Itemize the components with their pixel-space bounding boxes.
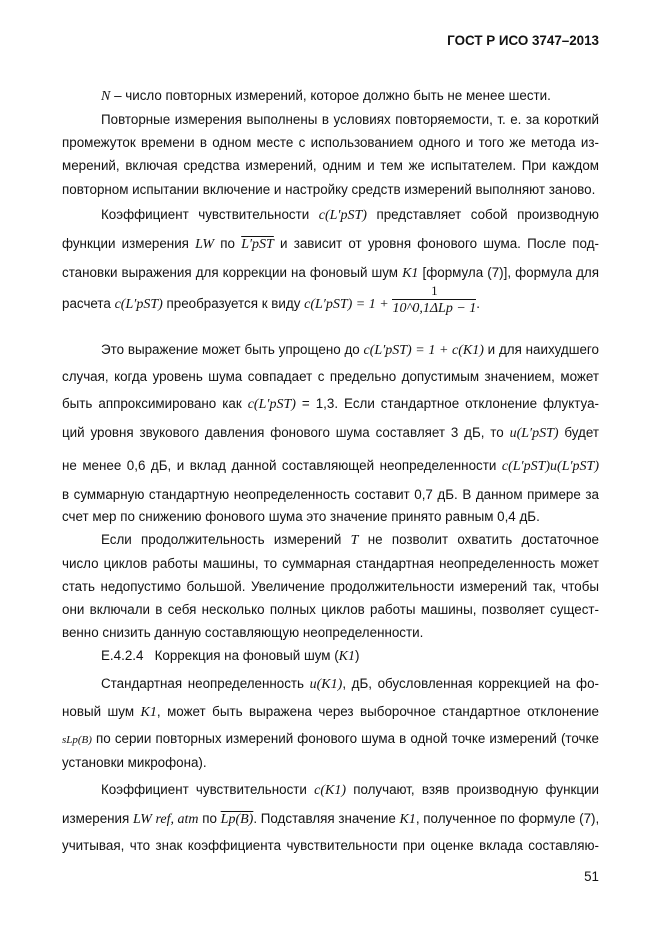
paragraph-line: венно снизить данную составляющую неопределенности.	[62, 625, 424, 640]
formula: sLp(B)	[62, 734, 92, 746]
paragraph-line: установки микрофона).	[62, 755, 207, 770]
paragraph-line: измерения LW ref, atm по Lp(B). Подставляя значение K1, полученное по формуле (7),	[62, 811, 600, 827]
formula: c(L′pST)	[318, 208, 367, 223]
formula: LW ref, atm	[133, 812, 199, 827]
paragraph-line: случая, когда уровень шума совпадает с предельно допустимым значением, может	[62, 369, 599, 384]
formula: c(L′pST)u(L′pST)	[501, 459, 599, 474]
paragraph-line: Коэффициент чувствительности c(L′pST) представляет собой производную	[101, 207, 599, 223]
formula: K1	[402, 266, 419, 281]
formula: c(L′pST)	[247, 397, 296, 412]
paragraph-line: Стандартная неопределенность u(K1), дБ, обусловленная коррекцией на фо-	[101, 676, 599, 692]
paragraph-line: счет мер по снижению фонового шума это значение принято равным 0,4 дБ.	[62, 509, 540, 524]
formula: LW	[195, 237, 215, 252]
formula: L′pST	[241, 237, 274, 252]
page-number: 51	[584, 869, 599, 884]
paragraph-line: функции измерения LW по L′pST и зависит от уровня фонового шума. После под-	[62, 236, 599, 252]
paragraph-line: Это выражение может быть упрощено до c(L′pST) = 1 + c(K1) и для наихудшего	[101, 342, 599, 358]
formula: c(L′pST) = 1 + c(K1)	[363, 343, 484, 358]
standard-designation: ГОСТ Р ИСО 3747–2013	[447, 33, 599, 48]
paragraph-line: Коэффициент чувствительности c(K1) получают, взяв производную функции	[101, 782, 599, 798]
formula: c(L′pST) = 1 +	[304, 297, 389, 313]
paragraph-line: они включали в себя несколько полных циклов работы машины, позволяет сущест-	[62, 602, 599, 617]
paragraph-line: Повторные измерения выполнены в условиях повторяемости, т. е. за короткий	[101, 112, 599, 127]
formula: K1	[399, 812, 416, 827]
formula: u(L′pST)	[509, 426, 559, 441]
formula: K1	[140, 705, 157, 720]
paragraph-line: в суммарную стандартную неопределенность составит 0,7 дБ. В данном примере за	[62, 487, 599, 502]
paragraph-line: становки выражения для коррекции на фоновый шум K1 [формула (7)], формула для	[62, 265, 599, 281]
formula: c(K1)	[314, 783, 346, 798]
paragraph-line: учитывая, что знак коэффициента чувствительности при оценке вклада составляю-	[62, 838, 599, 853]
paragraph-line: стать недопустимо большой. Увеличение продолжительности измерений так, чтобы	[62, 579, 599, 594]
fraction: $\frac{1}{\text{10\textasciicircum{}0,1ΔLp − 1}}$	[392, 283, 477, 316]
paragraph-line: N – число повторных измерений, которое должно быть не менее шести.	[101, 88, 551, 104]
formula: K1	[338, 649, 356, 664]
paragraph-line: Если продолжительность измерений T не позволит охватить достаточное	[101, 532, 599, 548]
formula: N	[101, 89, 111, 104]
paragraph-line: не менее 0,6 дБ, и вклад данной составляющей неопределенности c(L′pST)u(L′pST)	[62, 458, 599, 474]
formula: u(K1)	[309, 677, 343, 692]
paragraph-line: ций уровня звукового давления фонового шума составляет 3 дБ, то u(L′pST) будет	[62, 425, 599, 441]
paragraph-line: повторном испытании включение и настройку средств измерений выполняют заново.	[62, 182, 596, 197]
formula: Lp(B)	[220, 812, 254, 827]
paragraph-line: быть аппроксимировано как c(L′pST) = 1,3. Если стандартное отклонение флуктуа-	[62, 396, 599, 412]
paragraph-line: расчета c(L′pST) преобразуется к виду c(L′pST) = 1 + $\frac{1}{\text{10\textasciicircum{}0,1ΔLp − 1}}$ .	[62, 283, 481, 316]
paragraph-line: sLp(B) по серии повторных измерений фонового шума в одной точке измерений (точке	[62, 731, 599, 746]
section-heading: Е.4.2.4 Коррекция на фоновый шум (K1)	[101, 648, 360, 664]
paragraph-line: число циклов работы машины, то суммарная стандартная неопределенность может	[62, 556, 599, 571]
paragraph-line: новый шум K1, может быть выражена через выборочное стандартное отклонение	[62, 704, 599, 720]
paragraph-line: промежуток времени в одном месте с использованием одного и того же метода из-	[62, 135, 599, 150]
paragraph-line: мерений, включая средства измерений, одним и тем же испытателем. При каждом	[62, 158, 599, 173]
formula: T	[350, 533, 359, 548]
formula: c(L′pST)	[114, 297, 163, 313]
